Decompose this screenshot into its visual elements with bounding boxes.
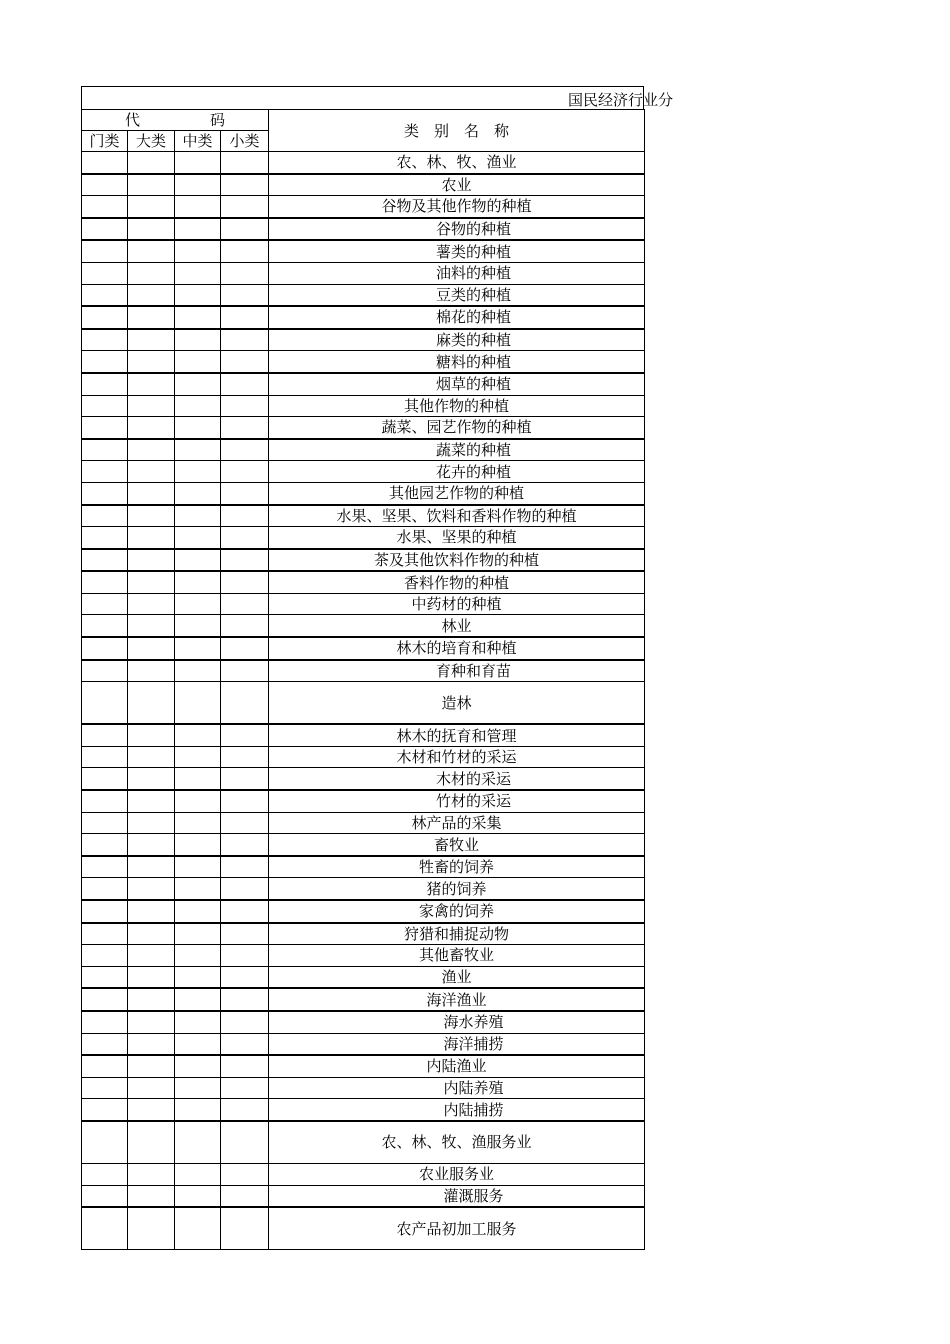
da-code-cell[interactable] xyxy=(128,218,175,241)
xiao-code-cell[interactable] xyxy=(221,1163,269,1185)
da-code-cell[interactable] xyxy=(128,834,175,856)
xiao-code-cell[interactable] xyxy=(221,1077,269,1099)
category-name-cell[interactable]: 水果、坚果的种植 xyxy=(269,527,645,549)
category-name-cell[interactable]: 谷物的种植 xyxy=(269,218,645,241)
xiao-code-cell[interactable] xyxy=(221,152,269,174)
da-code-cell[interactable] xyxy=(128,505,175,527)
da-code-cell[interactable] xyxy=(128,196,175,218)
zhong-code-cell[interactable] xyxy=(175,724,221,746)
zhong-code-cell[interactable] xyxy=(175,593,221,615)
table-row xyxy=(82,1207,645,1250)
xiao-code-cell[interactable] xyxy=(221,660,269,682)
zhong-code-cell[interactable] xyxy=(175,660,221,682)
men-code-cell[interactable] xyxy=(82,768,128,790)
category-name-cell[interactable]: 其他畜牧业 xyxy=(269,945,645,967)
classification-table xyxy=(81,109,645,1250)
zhong-code-cell[interactable] xyxy=(175,505,221,527)
xiao-code-cell[interactable] xyxy=(221,900,269,923)
category-name-cell[interactable]: 其他作物的种植 xyxy=(269,395,645,417)
zhong-code-cell[interactable] xyxy=(175,900,221,923)
category-name-cell[interactable]: 灌溉服务 xyxy=(269,1185,645,1207)
category-name-cell[interactable]: 农、林、牧、渔服务业 xyxy=(269,1121,645,1164)
men-code-cell[interactable] xyxy=(82,923,128,945)
zhong-code-cell[interactable] xyxy=(175,571,221,593)
men-code-cell[interactable] xyxy=(82,439,128,461)
zhong-code-cell[interactable] xyxy=(175,439,221,461)
table-row xyxy=(82,1185,645,1207)
men-code-cell[interactable] xyxy=(82,373,128,395)
table-row xyxy=(82,724,645,746)
category-name-cell[interactable]: 渔业 xyxy=(269,966,645,988)
da-code-cell[interactable] xyxy=(128,174,175,196)
code-header-char-2: 码 xyxy=(210,111,226,129)
xiao-code-cell[interactable] xyxy=(221,1011,269,1033)
da-code-cell[interactable] xyxy=(128,351,175,373)
category-name-cell[interactable]: 内陆养殖 xyxy=(269,1077,645,1099)
men-code-cell[interactable] xyxy=(82,1077,128,1099)
level-header-xiao: 小类 xyxy=(221,131,269,152)
zhong-code-cell[interactable] xyxy=(175,746,221,768)
category-name-cell[interactable]: 畜牧业 xyxy=(269,834,645,856)
da-code-cell[interactable] xyxy=(128,417,175,439)
zhong-code-cell[interactable] xyxy=(175,1121,221,1164)
xiao-code-cell[interactable] xyxy=(221,218,269,241)
men-code-cell[interactable] xyxy=(82,527,128,549)
da-code-cell[interactable] xyxy=(128,966,175,988)
zhong-code-cell[interactable] xyxy=(175,966,221,988)
zhong-code-cell[interactable] xyxy=(175,878,221,900)
zhong-code-cell[interactable] xyxy=(175,240,221,262)
category-name-cell[interactable]: 香料作物的种植 xyxy=(269,571,645,593)
name-header: 类 别 名 称 xyxy=(269,110,645,152)
zhong-code-cell[interactable] xyxy=(175,1077,221,1099)
zhong-code-cell[interactable] xyxy=(175,461,221,483)
men-code-cell[interactable] xyxy=(82,1055,128,1077)
xiao-code-cell[interactable] xyxy=(221,439,269,461)
title-row xyxy=(81,86,673,109)
table-row xyxy=(82,790,645,812)
table-row xyxy=(82,505,645,527)
men-code-cell[interactable] xyxy=(82,482,128,504)
da-code-cell[interactable] xyxy=(128,1011,175,1033)
xiao-code-cell[interactable] xyxy=(221,834,269,856)
table-row xyxy=(82,482,645,504)
da-code-cell[interactable] xyxy=(128,900,175,923)
category-name-cell[interactable]: 竹材的采运 xyxy=(269,790,645,812)
zhong-code-cell[interactable] xyxy=(175,482,221,504)
table-row xyxy=(82,395,645,417)
table-row xyxy=(82,439,645,461)
xiao-code-cell[interactable] xyxy=(221,461,269,483)
xiao-code-cell[interactable] xyxy=(221,262,269,284)
xiao-code-cell[interactable] xyxy=(221,505,269,527)
men-code-cell[interactable] xyxy=(82,1099,128,1121)
category-name-cell[interactable]: 蔬菜的种植 xyxy=(269,439,645,461)
table-row xyxy=(82,682,645,725)
level-header-men: 门类 xyxy=(82,131,128,152)
table-row xyxy=(82,900,645,923)
xiao-code-cell[interactable] xyxy=(221,571,269,593)
da-code-cell[interactable] xyxy=(128,284,175,306)
xiao-code-cell[interactable] xyxy=(221,856,269,878)
men-code-cell[interactable] xyxy=(82,549,128,572)
header-row-code xyxy=(82,110,645,131)
table-row xyxy=(82,593,645,615)
men-code-cell[interactable] xyxy=(82,856,128,878)
category-name-cell[interactable]: 茶及其他饮料作物的种植 xyxy=(269,549,645,572)
xiao-code-cell[interactable] xyxy=(221,1185,269,1207)
zhong-code-cell[interactable] xyxy=(175,527,221,549)
table-row xyxy=(82,527,645,549)
zhong-code-cell[interactable] xyxy=(175,174,221,196)
category-name-cell[interactable]: 内陆捕捞 xyxy=(269,1099,645,1121)
xiao-code-cell[interactable] xyxy=(221,527,269,549)
table-row xyxy=(82,768,645,790)
xiao-code-cell[interactable] xyxy=(221,1207,269,1250)
zhong-code-cell[interactable] xyxy=(175,351,221,373)
zhong-code-cell[interactable] xyxy=(175,988,221,1011)
zhong-code-cell[interactable] xyxy=(175,637,221,660)
category-name-cell[interactable]: 农、林、牧、渔业 xyxy=(269,152,645,174)
da-code-cell[interactable] xyxy=(128,373,175,395)
da-code-cell[interactable] xyxy=(128,724,175,746)
da-code-cell[interactable] xyxy=(128,923,175,945)
zhong-code-cell[interactable] xyxy=(175,923,221,945)
table-row xyxy=(82,923,645,945)
men-code-cell[interactable] xyxy=(82,351,128,373)
zhong-code-cell[interactable] xyxy=(175,945,221,967)
da-code-cell[interactable] xyxy=(128,306,175,329)
xiao-code-cell[interactable] xyxy=(221,1033,269,1055)
table-row xyxy=(82,373,645,395)
xiao-code-cell[interactable] xyxy=(221,482,269,504)
category-name-cell[interactable]: 林木的抚育和管理 xyxy=(269,724,645,746)
xiao-code-cell[interactable] xyxy=(221,923,269,945)
zhong-code-cell[interactable] xyxy=(175,306,221,329)
xiao-code-cell[interactable] xyxy=(221,615,269,637)
category-name-cell[interactable]: 内陆渔业 xyxy=(269,1055,645,1077)
table-row xyxy=(82,174,645,196)
da-code-cell[interactable] xyxy=(128,527,175,549)
table-row xyxy=(82,1055,645,1077)
xiao-code-cell[interactable] xyxy=(221,549,269,572)
xiao-code-cell[interactable] xyxy=(221,724,269,746)
da-code-cell[interactable] xyxy=(128,571,175,593)
da-code-cell[interactable] xyxy=(128,1207,175,1250)
category-name-cell[interactable]: 薯类的种植 xyxy=(269,240,645,262)
category-name-cell[interactable]: 麻类的种植 xyxy=(269,329,645,351)
xiao-code-cell[interactable] xyxy=(221,351,269,373)
zhong-code-cell[interactable] xyxy=(175,790,221,812)
men-code-cell[interactable] xyxy=(82,1011,128,1033)
table-row xyxy=(82,240,645,262)
xiao-code-cell[interactable] xyxy=(221,240,269,262)
table-row xyxy=(82,615,645,637)
men-code-cell[interactable] xyxy=(82,1033,128,1055)
men-code-cell[interactable] xyxy=(82,152,128,174)
da-code-cell[interactable] xyxy=(128,768,175,790)
da-code-cell[interactable] xyxy=(128,988,175,1011)
men-code-cell[interactable] xyxy=(82,218,128,241)
zhong-code-cell[interactable] xyxy=(175,812,221,834)
category-name-cell[interactable]: 林木的培育和种植 xyxy=(269,637,645,660)
da-code-cell[interactable] xyxy=(128,1099,175,1121)
men-code-cell[interactable] xyxy=(82,505,128,527)
zhong-code-cell[interactable] xyxy=(175,856,221,878)
men-code-cell[interactable] xyxy=(82,615,128,637)
xiao-code-cell[interactable] xyxy=(221,306,269,329)
zhong-code-cell[interactable] xyxy=(175,768,221,790)
da-code-cell[interactable] xyxy=(128,812,175,834)
category-name-cell[interactable]: 育种和育苗 xyxy=(269,660,645,682)
category-name-cell[interactable]: 家禽的饲养 xyxy=(269,900,645,923)
spreadsheet xyxy=(81,86,673,1250)
table-body xyxy=(82,152,645,1250)
table-row xyxy=(82,1077,645,1099)
xiao-code-cell[interactable] xyxy=(221,373,269,395)
table-row xyxy=(82,966,645,988)
xiao-code-cell[interactable] xyxy=(221,196,269,218)
category-name-cell[interactable]: 中药材的种植 xyxy=(269,593,645,615)
table-row xyxy=(82,746,645,768)
table-row xyxy=(82,1033,645,1055)
men-code-cell[interactable] xyxy=(82,900,128,923)
zhong-code-cell[interactable] xyxy=(175,284,221,306)
men-code-cell[interactable] xyxy=(82,945,128,967)
xiao-code-cell[interactable] xyxy=(221,593,269,615)
xiao-code-cell[interactable] xyxy=(221,812,269,834)
men-code-cell[interactable] xyxy=(82,306,128,329)
table-row xyxy=(82,461,645,483)
xiao-code-cell[interactable] xyxy=(221,768,269,790)
zhong-code-cell[interactable] xyxy=(175,1011,221,1033)
men-code-cell[interactable] xyxy=(82,988,128,1011)
table-row xyxy=(82,284,645,306)
category-name-cell[interactable]: 海洋捕捞 xyxy=(269,1033,645,1055)
zhong-code-cell[interactable] xyxy=(175,1185,221,1207)
xiao-code-cell[interactable] xyxy=(221,790,269,812)
xiao-code-cell[interactable] xyxy=(221,966,269,988)
table-row xyxy=(82,1099,645,1121)
men-code-cell[interactable] xyxy=(82,262,128,284)
xiao-code-cell[interactable] xyxy=(221,878,269,900)
zhong-code-cell[interactable] xyxy=(175,373,221,395)
table-row xyxy=(82,834,645,856)
table-row xyxy=(82,306,645,329)
category-name-cell[interactable]: 木材和竹材的采运 xyxy=(269,746,645,768)
da-code-cell[interactable] xyxy=(128,615,175,637)
da-code-cell[interactable] xyxy=(128,746,175,768)
table-row xyxy=(82,637,645,660)
xiao-code-cell[interactable] xyxy=(221,1055,269,1077)
zhong-code-cell[interactable] xyxy=(175,218,221,241)
category-name-cell[interactable]: 林业 xyxy=(269,615,645,637)
category-name-cell[interactable]: 狩猎和捕捉动物 xyxy=(269,923,645,945)
table-row xyxy=(82,329,645,351)
category-name-cell[interactable]: 花卉的种植 xyxy=(269,461,645,483)
category-name-cell[interactable]: 油料的种植 xyxy=(269,262,645,284)
men-code-cell[interactable] xyxy=(82,174,128,196)
category-name-cell[interactable]: 糖料的种植 xyxy=(269,351,645,373)
xiao-code-cell[interactable] xyxy=(221,682,269,725)
men-code-cell[interactable] xyxy=(82,417,128,439)
category-name-cell[interactable]: 农业 xyxy=(269,174,645,196)
men-code-cell[interactable] xyxy=(82,461,128,483)
category-name-cell[interactable]: 海水养殖 xyxy=(269,1011,645,1033)
da-code-cell[interactable] xyxy=(128,682,175,725)
da-code-cell[interactable] xyxy=(128,1185,175,1207)
men-code-cell[interactable] xyxy=(82,1185,128,1207)
zhong-code-cell[interactable] xyxy=(175,682,221,725)
men-code-cell[interactable] xyxy=(82,1163,128,1185)
sheet-title: 国民经济行业分 xyxy=(567,91,673,109)
category-name-cell[interactable]: 农业服务业 xyxy=(269,1163,645,1185)
table-row xyxy=(82,417,645,439)
category-name-cell[interactable]: 牲畜的饲养 xyxy=(269,856,645,878)
zhong-code-cell[interactable] xyxy=(175,417,221,439)
zhong-code-cell[interactable] xyxy=(175,196,221,218)
xiao-code-cell[interactable] xyxy=(221,746,269,768)
table-row xyxy=(82,856,645,878)
men-code-cell[interactable] xyxy=(82,1121,128,1164)
xiao-code-cell[interactable] xyxy=(221,988,269,1011)
da-code-cell[interactable] xyxy=(128,395,175,417)
da-code-cell[interactable] xyxy=(128,945,175,967)
category-name-cell[interactable]: 造林 xyxy=(269,682,645,725)
da-code-cell[interactable] xyxy=(128,1055,175,1077)
category-name-cell[interactable]: 蔬菜、园艺作物的种植 xyxy=(269,417,645,439)
category-name-cell[interactable]: 豆类的种植 xyxy=(269,284,645,306)
code-header xyxy=(82,110,269,131)
da-code-cell[interactable] xyxy=(128,240,175,262)
da-code-cell[interactable] xyxy=(128,1077,175,1099)
da-code-cell[interactable] xyxy=(128,461,175,483)
code-header-char-1: 代 xyxy=(125,111,141,129)
table-row xyxy=(82,878,645,900)
men-code-cell[interactable] xyxy=(82,682,128,725)
da-code-cell[interactable] xyxy=(128,660,175,682)
da-code-cell[interactable] xyxy=(128,262,175,284)
da-code-cell[interactable] xyxy=(128,549,175,572)
table-row xyxy=(82,1163,645,1185)
table-row xyxy=(82,196,645,218)
men-code-cell[interactable] xyxy=(82,790,128,812)
da-code-cell[interactable] xyxy=(128,637,175,660)
men-code-cell[interactable] xyxy=(82,593,128,615)
table-row xyxy=(82,549,645,572)
table-row xyxy=(82,812,645,834)
zhong-code-cell[interactable] xyxy=(175,615,221,637)
category-name-cell[interactable]: 其他园艺作物的种植 xyxy=(269,482,645,504)
xiao-code-cell[interactable] xyxy=(221,395,269,417)
level-header-zhong: 中类 xyxy=(175,131,221,152)
da-code-cell[interactable] xyxy=(128,856,175,878)
men-code-cell[interactable] xyxy=(82,834,128,856)
xiao-code-cell[interactable] xyxy=(221,1099,269,1121)
men-code-cell[interactable] xyxy=(82,966,128,988)
men-code-cell[interactable] xyxy=(82,571,128,593)
men-code-cell[interactable] xyxy=(82,660,128,682)
table-row xyxy=(82,152,645,174)
table-row xyxy=(82,351,645,373)
zhong-code-cell[interactable] xyxy=(175,152,221,174)
xiao-code-cell[interactable] xyxy=(221,1121,269,1164)
table-row xyxy=(82,1011,645,1033)
men-code-cell[interactable] xyxy=(82,724,128,746)
zhong-code-cell[interactable] xyxy=(175,329,221,351)
zhong-code-cell[interactable] xyxy=(175,1033,221,1055)
table-row xyxy=(82,262,645,284)
da-code-cell[interactable] xyxy=(128,593,175,615)
category-name-cell[interactable]: 林产品的采集 xyxy=(269,812,645,834)
zhong-code-cell[interactable] xyxy=(175,395,221,417)
zhong-code-cell[interactable] xyxy=(175,549,221,572)
zhong-code-cell[interactable] xyxy=(175,1163,221,1185)
table-row xyxy=(82,988,645,1011)
men-code-cell[interactable] xyxy=(82,812,128,834)
category-name-cell[interactable]: 棉花的种植 xyxy=(269,306,645,329)
category-name-cell[interactable]: 猪的饲养 xyxy=(269,878,645,900)
table-row xyxy=(82,571,645,593)
zhong-code-cell[interactable] xyxy=(175,262,221,284)
men-code-cell[interactable] xyxy=(82,746,128,768)
category-name-cell[interactable]: 木材的采运 xyxy=(269,768,645,790)
level-header-da: 大类 xyxy=(128,131,175,152)
da-code-cell[interactable] xyxy=(128,1033,175,1055)
zhong-code-cell[interactable] xyxy=(175,1207,221,1250)
da-code-cell[interactable] xyxy=(128,1121,175,1164)
zhong-code-cell[interactable] xyxy=(175,1099,221,1121)
da-code-cell[interactable] xyxy=(128,790,175,812)
da-code-cell[interactable] xyxy=(128,878,175,900)
xiao-code-cell[interactable] xyxy=(221,329,269,351)
xiao-code-cell[interactable] xyxy=(221,637,269,660)
category-name-cell[interactable]: 烟草的种植 xyxy=(269,373,645,395)
men-code-cell[interactable] xyxy=(82,196,128,218)
da-code-cell[interactable] xyxy=(128,152,175,174)
da-code-cell[interactable] xyxy=(128,1163,175,1185)
men-code-cell[interactable] xyxy=(82,329,128,351)
zhong-code-cell[interactable] xyxy=(175,834,221,856)
xiao-code-cell[interactable] xyxy=(221,945,269,967)
da-code-cell[interactable] xyxy=(128,329,175,351)
table-row xyxy=(82,218,645,241)
men-code-cell[interactable] xyxy=(82,395,128,417)
men-code-cell[interactable] xyxy=(82,240,128,262)
category-name-cell[interactable]: 谷物及其他作物的种植 xyxy=(269,196,645,218)
table-row xyxy=(82,1121,645,1164)
xiao-code-cell[interactable] xyxy=(221,174,269,196)
men-code-cell[interactable] xyxy=(82,284,128,306)
da-code-cell[interactable] xyxy=(128,482,175,504)
xiao-code-cell[interactable] xyxy=(221,284,269,306)
table-row xyxy=(82,945,645,967)
zhong-code-cell[interactable] xyxy=(175,1055,221,1077)
xiao-code-cell[interactable] xyxy=(221,417,269,439)
category-name-cell[interactable]: 海洋渔业 xyxy=(269,988,645,1011)
category-name-cell[interactable]: 水果、坚果、饮料和香料作物的种植 xyxy=(269,505,645,527)
men-code-cell[interactable] xyxy=(82,637,128,660)
category-name-cell[interactable]: 农产品初加工服务 xyxy=(269,1207,645,1250)
da-code-cell[interactable] xyxy=(128,439,175,461)
men-code-cell[interactable] xyxy=(82,878,128,900)
table-row xyxy=(82,660,645,682)
men-code-cell[interactable] xyxy=(82,1207,128,1250)
